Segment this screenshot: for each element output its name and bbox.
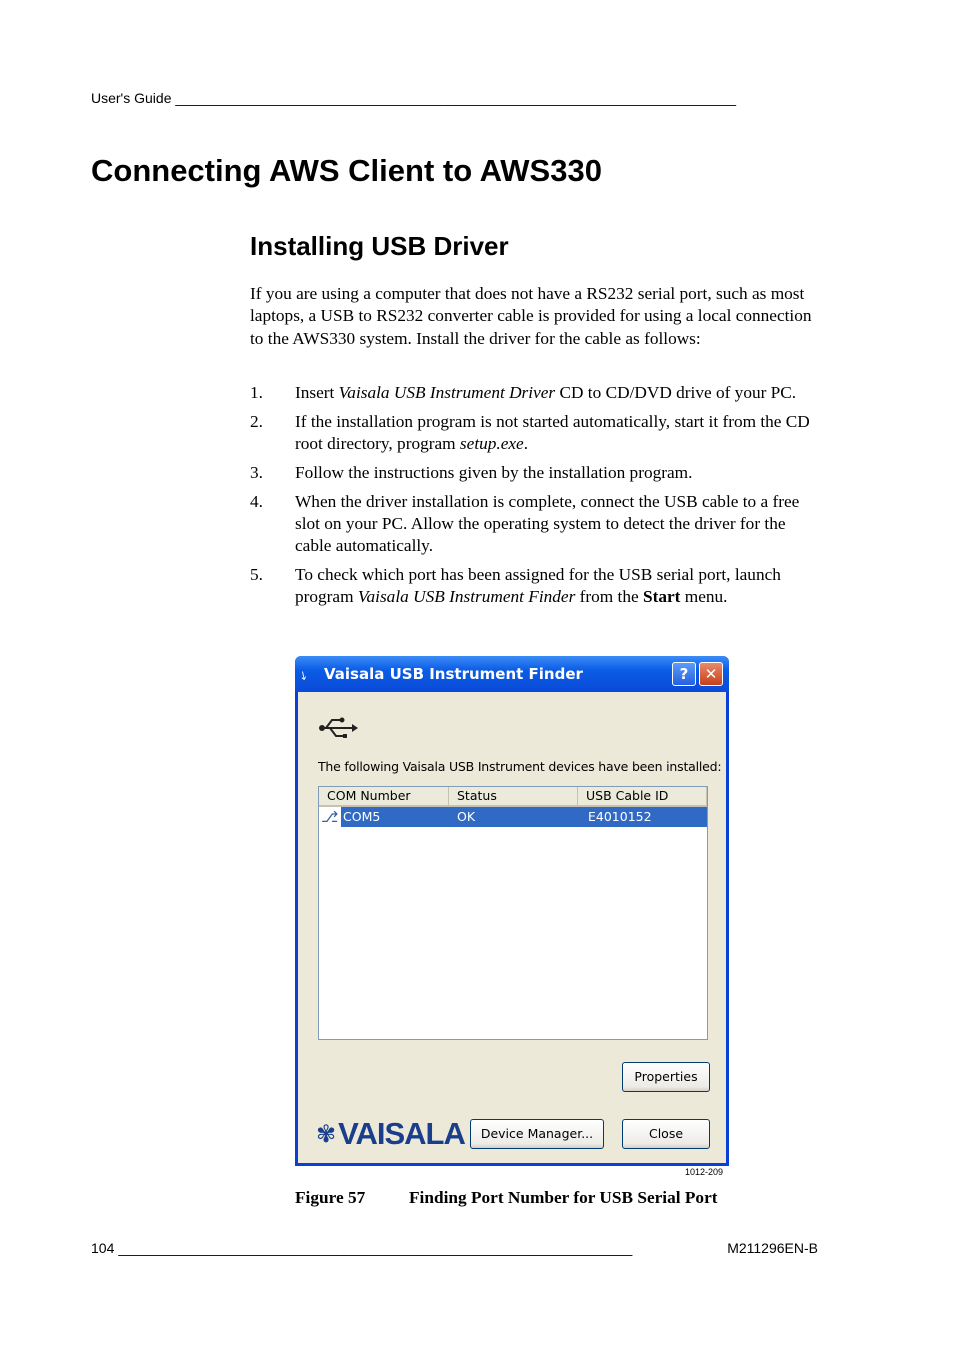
header-rule: ________________________________________________________________________ (175, 90, 736, 106)
properties-button[interactable]: Properties (622, 1062, 710, 1092)
title-close-button[interactable]: ✕ (699, 662, 723, 686)
page-header (91, 90, 813, 106)
document-id: M211296EN-B (727, 1240, 818, 1256)
figure-id: 1012-209 (685, 1167, 724, 1177)
device-list[interactable] (318, 786, 708, 1040)
column-com-number[interactable]: COM Number (319, 787, 449, 805)
column-status[interactable]: Status (449, 787, 578, 805)
step-item: 3. Follow the instructions given by the installation program. (250, 462, 693, 482)
step-item: 5. To check which port has been assigned for the USB serial port, launch program Vaisala USB Instrument Finder from the Start menu. (250, 565, 781, 607)
dialog-titlebar[interactable] (295, 656, 729, 692)
cell-status: OK (457, 809, 476, 824)
header-title: User's Guide (91, 90, 172, 106)
section-title: Installing USB Driver (250, 231, 509, 261)
serial-cable-icon: ⎇ (321, 808, 339, 826)
step-item: 1. Insert Vaisala USB Instrument Driver CD to CD/DVD drive of your PC. (250, 383, 797, 402)
close-button[interactable]: Close (622, 1119, 710, 1149)
device-manager-button[interactable]: Device Manager... (470, 1119, 604, 1149)
figure-caption: Figure 57 Finding Port Number for USB Serial Port (295, 1188, 718, 1207)
selected-row[interactable] (341, 807, 707, 827)
vaisala-logo: ✾ VAISALA (316, 1116, 465, 1151)
help-button[interactable]: ? (672, 662, 696, 686)
list-header (319, 787, 707, 807)
step-item: 4. When the driver installation is complete, connect the USB cable to a free slot on your PC. Allow the operating system to detect the driver for the cable automatically. (250, 491, 800, 556)
cell-com: COM5 (343, 809, 381, 824)
table-row[interactable] (319, 807, 707, 827)
cell-cable-id: E4010152 (588, 809, 652, 824)
dialog-client-area (298, 692, 726, 1163)
dialog-title: Vaisala USB Instrument Finder (324, 665, 583, 683)
footer-rule: __________________________________________________________________ (118, 1240, 633, 1256)
steps-list (250, 382, 822, 615)
usb-icon: ⭏ (301, 665, 307, 684)
vaisala-logo-icon: ✾ (316, 1120, 336, 1148)
usb-icon (318, 714, 358, 749)
step-item: 2. If the installation program is not started automatically, start it from the CD root directory, program setup.exe. (250, 411, 810, 454)
chapter-title: Connecting AWS Client to AWS330 (91, 153, 602, 188)
page-number: 104 (91, 1240, 115, 1256)
usb-finder-dialog (295, 656, 729, 1166)
page-footer (91, 1240, 818, 1256)
intro-paragraph: If you are using a computer that does not have a RS232 serial port, such as most laptops, a USB to RS232 converter cable is provided for using a local connection to the AWS330 system. Install the driver for the cable as follows: (250, 284, 812, 348)
dialog-message: The following Vaisala USB Instrument devices have been installed: (318, 759, 722, 774)
column-usb-cable-id[interactable]: USB Cable ID (578, 787, 707, 805)
